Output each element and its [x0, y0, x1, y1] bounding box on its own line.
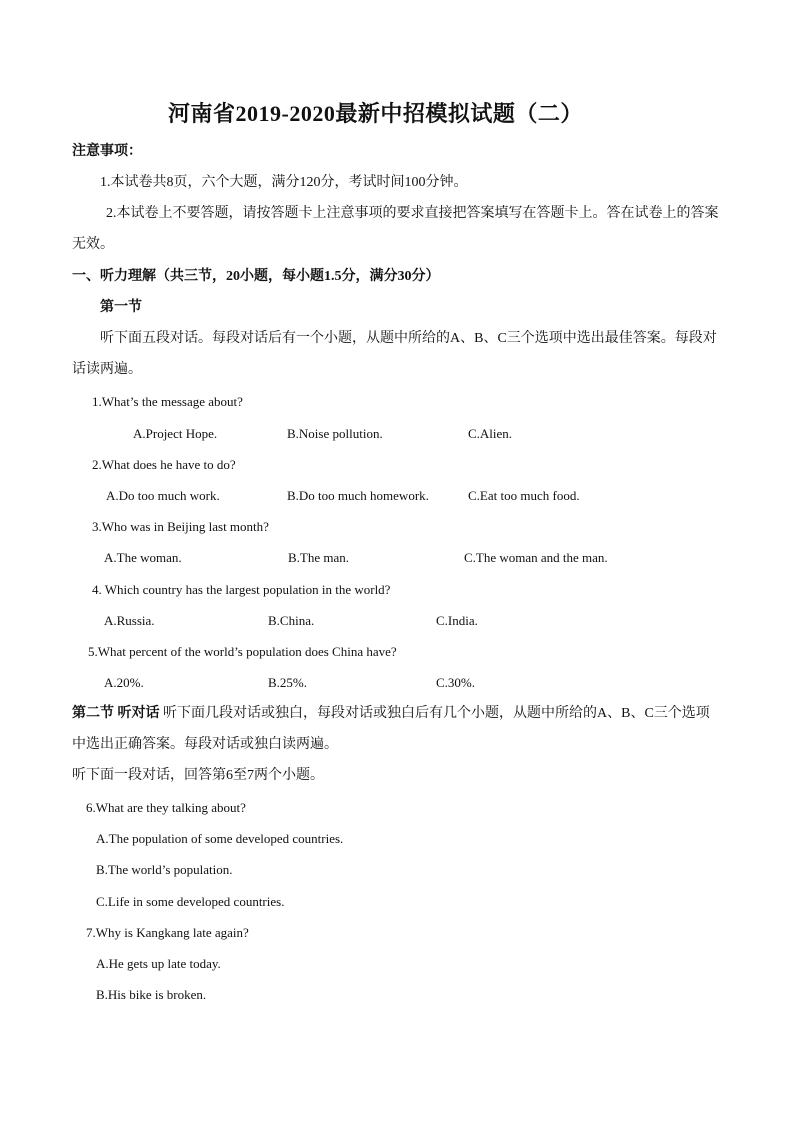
- notice-item-2-line-1: 2.本试卷上不要答题，请按答题卡上注意事项的要求直接把答案填写在答题卡上。答在试卷上的答案: [106, 206, 719, 221]
- page-title: 河南省2019-2020最新中招模拟试题（二）: [168, 101, 583, 126]
- question-7-option-a: A.He gets up late today.: [96, 956, 221, 971]
- question-2-option-a: A.Do too much work.: [106, 488, 220, 503]
- part-2-instruction-text: 听下面几段对话或独白，每段对话或独白后有几个小题，从题中所给的A、B、C三个选项: [163, 706, 710, 721]
- question-6-option-b: B.The world’s population.: [96, 862, 233, 877]
- question-4-option-a: A.Russia.: [104, 613, 155, 628]
- part-2-instruction-line-2: 中选出正确答案。每段对话或独白读两遍。: [72, 737, 338, 752]
- question-1-option-c: C.Alien.: [468, 426, 513, 441]
- question-1-option-a: A.Project Hope.: [133, 426, 218, 441]
- section-1-heading: 一、听力理解（共三节，20小题，每小题1.5分，满分30分）: [72, 269, 440, 284]
- question-2-option-b: B.Do too much homework.: [287, 488, 429, 503]
- question-4-option-c: C.India.: [436, 613, 478, 628]
- question-6-option-a: A.The population of some developed countries.: [96, 831, 344, 846]
- question-5-option-a: A.20%.: [104, 675, 144, 690]
- question-5-stem: 5.What percent of the world’s population does China have?: [88, 644, 397, 659]
- question-2-stem: 2.What does he have to do?: [92, 457, 236, 472]
- question-3-option-c: C.The woman and the man.: [464, 550, 608, 565]
- part-2-instruction-line-1: [72, 707, 710, 721]
- group-instruction: 听下面一段对话，回答第6至7两个小题。: [72, 768, 324, 783]
- question-1-option-b: B.Noise pollution.: [287, 426, 383, 441]
- question-2-option-c: C.Eat too much food.: [468, 488, 580, 503]
- question-6-stem: 6.What are they talking about?: [86, 800, 246, 815]
- question-5-option-b: B.25%.: [268, 675, 307, 690]
- part-1-instruction-line-1: 听下面五段对话。每段对话后有一个小题，从题中所给的A、B、C三个选项中选出最佳答案。每段对: [100, 331, 717, 346]
- part-1-heading: 第一节: [100, 300, 142, 315]
- part-1-instruction-line-2: 话读两遍。: [72, 362, 142, 377]
- notice-heading: 注意事项：: [72, 144, 142, 159]
- question-6-option-c: C.Life in some developed countries.: [96, 894, 285, 909]
- question-3-stem: 3.Who was in Beijing last month?: [92, 519, 269, 534]
- notice-item-2-line-2: 无效。: [72, 237, 114, 252]
- question-7-stem: 7.Why is Kangkang late again?: [86, 925, 249, 940]
- notice-item-1: 1.本试卷共8页，六个大题，满分120分，考试时间100分钟。: [100, 175, 468, 190]
- question-3-option-b: B.The man.: [288, 550, 350, 565]
- question-4-stem: 4. Which country has the largest population in the world?: [92, 582, 391, 597]
- question-5-option-c: C.30%.: [436, 675, 475, 690]
- part-2-heading: 第二节 听对话: [72, 706, 160, 721]
- question-1-stem: 1.What’s the message about?: [92, 394, 243, 409]
- question-4-option-b: B.China.: [268, 613, 315, 628]
- question-7-option-b: B.His bike is broken.: [96, 987, 207, 1002]
- question-3-option-a: A.The woman.: [104, 550, 182, 565]
